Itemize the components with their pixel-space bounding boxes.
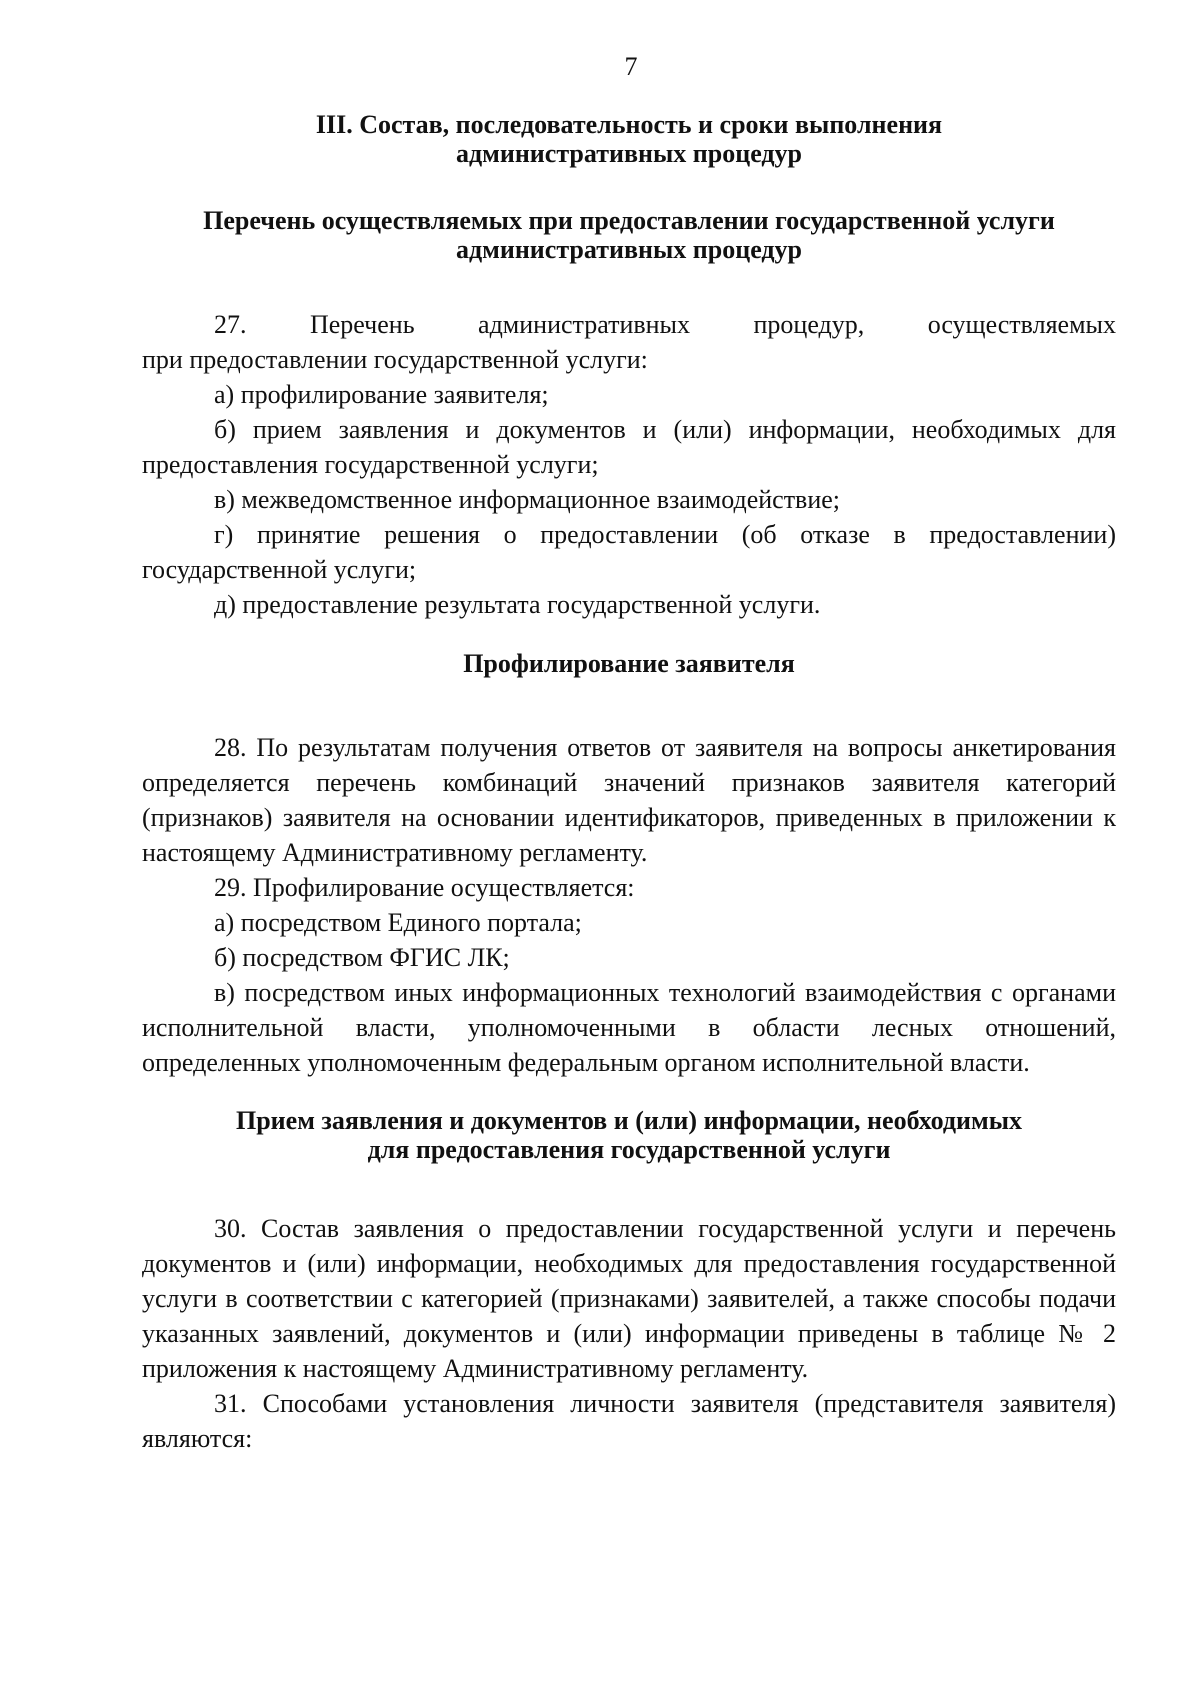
paragraph-27-item-v: в) межведомственное информационное взаимодействие;	[214, 485, 841, 514]
reception-heading-line2: для предоставления государственной услуги	[367, 1135, 891, 1164]
paragraph-29-item-b: б) посредством ФГИС ЛК;	[214, 943, 510, 972]
paragraph-27-item-g: г) принятие решения о предоставлении (об отказе в предоставлении) государственной услуги;	[142, 520, 1116, 584]
procedures-list-heading-line2: административных процедур	[455, 235, 803, 264]
paragraph-27-item-b: б) прием заявления и документов и (или) информации, необходимых для предоставления государственной услуги;	[142, 415, 1116, 479]
reception-heading	[142, 1106, 1116, 1164]
profiling-heading: Профилирование заявителя	[463, 649, 795, 678]
paragraph-29-item-a: а) посредством Единого портала;	[214, 908, 582, 937]
paragraph-28: 28. По результатам получения ответов от заявителя на вопросы анкетирования определяется перечень комбинаций значений признаков заявителя категорий (признаков) заявителя на основании идентификаторов, приведенных в приложении к настоящему Административному регламенту.	[142, 733, 1116, 867]
paragraph-31: 31. Способами установления личности заявителя (представителя заявителя) являются:	[142, 1389, 1116, 1453]
procedures-list-heading-line1: Перечень осуществляемых при предоставлении государственной услуги	[203, 206, 1055, 235]
procedures-list-heading	[142, 206, 1116, 264]
section-title-line2: административных процедур	[455, 139, 803, 168]
section-title	[142, 110, 1116, 168]
paragraph-27-item-d: д) предоставление результата государственной услуги.	[214, 590, 821, 619]
document-body	[142, 110, 1116, 1456]
paragraph-27-intro-line2: при предоставлении государственной услуги:	[142, 345, 648, 374]
paragraph-27-item-a: а) профилирование заявителя;	[214, 380, 549, 409]
section-title-line1: III. Состав, последовательность и сроки выполнения	[315, 110, 943, 139]
reception-heading-line1: Прием заявления и документов и (или) информации, необходимых	[235, 1106, 1022, 1135]
page-number: 7	[624, 52, 638, 81]
paragraph-29-intro: 29. Профилирование осуществляется:	[214, 873, 635, 902]
paragraph-27-intro-line1: 27. Перечень административных процедур, осуществляемых	[214, 310, 1116, 339]
paragraph-29-item-v: в) посредством иных информационных технологий взаимодействия с органами исполнительной власти, уполномоченными в области лесных отношений, определенных уполномоченным федеральным органом исполнительной власти.	[142, 978, 1116, 1077]
paragraph-30: 30. Состав заявления о предоставлении государственной услуги и перечень документов и (или) информации, необходимых для предоставления государственной услуги в соответствии с категорией (признаками) заявителей, а также способы подачи указанных заявлений, документов и (или) информации приведены в таблице № 2 приложения к настоящему Административному регламенту.	[142, 1214, 1116, 1383]
